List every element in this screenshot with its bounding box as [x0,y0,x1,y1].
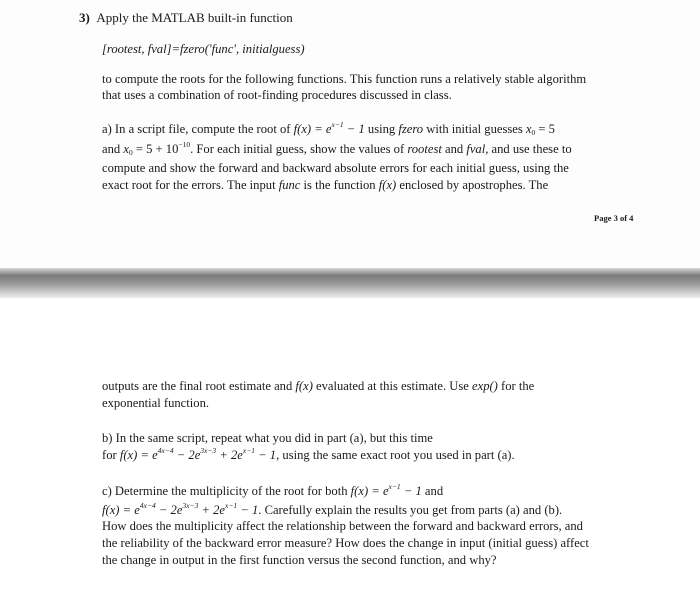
text: and [421,484,444,498]
eq-term: + 2e [198,503,226,517]
question-number: 3) [79,10,90,25]
part-c-line-2 [102,502,562,518]
eq-term: + 2e [216,448,243,462]
part-c-line-5: the change in output in the first function versus the second function, and why? [102,553,497,567]
fx-term: f(x) [295,379,313,393]
eq-base: f(x) = e [293,122,332,136]
eq-exponent: 4x−4 [157,446,174,455]
x0-val: = 5 + 10 [132,142,179,156]
question-heading [79,10,293,26]
page-gap [0,268,700,298]
eq-base: f(x) = e [350,484,389,498]
fval-term: fval [466,142,486,156]
x0-val: = 5 [535,122,555,136]
text: with initial guesses [423,122,526,136]
text: for the [497,379,535,393]
question-title: Apply the MATLAB built-in function [96,10,293,25]
text: . Carefully explain the results you get from parts (a) and (b). [258,503,563,517]
text: outputs are the final root estimate and [102,379,296,393]
page-4-section [0,298,700,591]
part-c-line-1 [102,483,443,499]
eq-term: − 1 [255,448,277,462]
text: evaluated at this estimate. Use [312,379,473,393]
text: exact root for the errors. The input [102,178,279,192]
eq-exponent: 4x−4 [139,501,156,510]
equation [102,503,258,517]
text: . For each initial guess, show the values of [190,142,408,156]
x0-var: x [123,142,129,156]
intro-line-1: to compute the roots for the following functions. This function runs a relatively stable algorithm [102,72,587,86]
continued-line-2: exponential function. [102,396,210,410]
text: and [102,142,124,156]
text: and [441,142,467,156]
part-c-line-4: the reliability of the backward error measure? How does the change in input (initial guess) affect [102,536,589,550]
part-a-line-3: compute and show the forward and backward absolute errors for each initial guess, using the [102,161,569,175]
text: , and use these to [485,142,572,156]
func-term: func [278,178,301,192]
part-b-line-2 [102,447,515,463]
eq-term: − 2e [173,448,201,462]
continued-line-1 [102,378,534,394]
eq-exponent: x−1 [388,482,401,491]
text: is the function [300,178,379,192]
x0-sub: 0 [128,148,133,157]
text: for [102,448,120,462]
intro-line-2: that uses a combination of root-finding procedures discussed in class. [102,88,452,102]
eq-exponent: x−1 [331,120,344,129]
text: c) Determine the multiplicity of the root for both [102,484,351,498]
eq-exponent: x−1 [242,446,256,455]
rootest-term: rootest [407,142,442,156]
eq-exponent: 3x−3 [200,446,217,455]
part-b-line-1: b) In the same script, repeat what you did in part (a), but this time [102,431,433,445]
x0-exponent: −10 [178,140,191,149]
eq-exponent: 3x−3 [182,501,199,510]
page-number: Page 3 of 4 [594,213,634,223]
equation [120,448,276,462]
part-c-line-3: How does the multiplicity affect the relationship between the forward and backward errors, and [102,519,583,533]
part-a-line-1 [102,121,555,137]
text: using [364,122,399,136]
eq-term: − 1 [237,503,259,517]
eq-base: f(x) = e [102,503,140,517]
eq-exponent: x−1 [225,501,238,510]
fzero-term: fzero [398,122,424,136]
part-a-line-2 [102,141,572,157]
part-a-line-4 [102,177,548,193]
eq-tail: − 1 [400,484,422,498]
equation [351,484,422,498]
fx-term: f(x) [378,178,397,192]
x0-var: x [525,122,532,136]
text: a) In a script file, compute the root of [102,122,294,136]
x0-sub: 0 [531,128,536,137]
eq-base: f(x) = e [119,448,158,462]
equation [294,122,365,136]
function-syntax: [rootest, fval]=fzero('func', initialguess) [102,42,305,56]
text: , using the same exact root you used in part (a). [276,448,515,462]
eq-tail: − 1 [343,122,365,136]
exp-term: exp() [472,379,498,393]
page-3-section [0,0,700,268]
text: enclosed by apostrophes. The [396,178,549,192]
eq-term: − 2e [155,503,183,517]
